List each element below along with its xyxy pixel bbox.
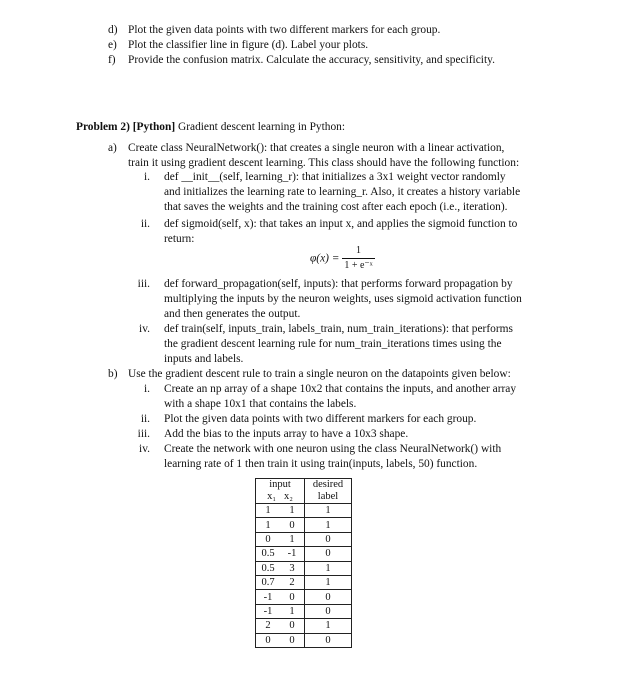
cell-x1: 0.5 xyxy=(256,547,281,561)
list-marker-d: d) xyxy=(108,24,118,36)
cell-label: 1 xyxy=(305,575,352,589)
cell-x2: 1 xyxy=(280,504,305,518)
part-a-item-iv-line3: inputs and labels. xyxy=(164,353,244,365)
table-header-label xyxy=(305,479,352,504)
cell-label: 1 xyxy=(305,518,352,532)
cell-x2: 0 xyxy=(280,518,305,532)
part-a-marker: a) xyxy=(108,142,117,154)
part-a-item-ii-line1: def sigmoid(self, x): that takes an input x, and applies the sigmoid function to xyxy=(164,218,518,230)
part-a-item-ii-line2: return: xyxy=(164,233,195,245)
cell-x1: 1 xyxy=(256,518,281,532)
header-x1: x₁ xyxy=(267,491,277,502)
problem-heading-rest: Gradient descent learning in Python: xyxy=(178,121,346,133)
cell-label: 0 xyxy=(305,590,352,604)
list-item-f: Provide the confusion matrix. Calculate the accuracy, sensitivity, and specificity. xyxy=(128,54,495,66)
cell-label: 1 xyxy=(305,619,352,633)
cell-x1: 0 xyxy=(256,532,281,546)
part-b-item-ii-line1: Plot the given data points with two different markers for each group. xyxy=(164,413,477,425)
cell-x2: 2 xyxy=(280,575,305,589)
cell-x1: 1 xyxy=(256,504,281,518)
part-b-item-iv-line1: Create the network with one neuron using the class NeuralNetwork() with xyxy=(164,443,502,455)
cell-label: 0 xyxy=(305,547,352,561)
cell-x2: 3 xyxy=(280,561,305,575)
cell-x1: 0 xyxy=(256,633,281,647)
table-row xyxy=(256,590,352,604)
part-b-item-i-line2: with a shape 10x1 that contains the labels. xyxy=(164,398,357,410)
cell-label: 0 xyxy=(305,633,352,647)
formula-denominator: 1 + e⁻ˣ xyxy=(344,260,373,271)
part-b-item-iv-line2: learning rate of 1 then train it using train(inputs, labels, 50) function. xyxy=(164,458,478,470)
part-a-item-i-line2: and initializes the learning rate to learning_r. Also, it creates a history variable xyxy=(164,186,521,198)
header-x-labels xyxy=(259,491,301,503)
cell-label: 0 xyxy=(305,532,352,546)
part-b-item-iv-marker: iv. xyxy=(139,443,150,455)
cell-x1: 0.7 xyxy=(256,575,281,589)
part-b-item-iii-marker: iii. xyxy=(137,428,150,440)
cell-x1: 2 xyxy=(256,619,281,633)
part-a-item-iii-line3: and then generates the output. xyxy=(164,308,301,320)
header-input-label: input xyxy=(269,479,291,490)
part-a-item-iv-line1: def train(self, inputs_train, labels_train, num_train_iterations): that performs xyxy=(164,323,513,335)
part-a-item-ii-marker: ii. xyxy=(140,218,150,230)
table-row xyxy=(256,547,352,561)
part-a-item-i-line1: def __init__(self, learning_r): that initializes a 3x1 weight vector randomly xyxy=(164,171,506,183)
part-a-item-iii-marker: iii. xyxy=(137,278,150,290)
list-item-e: Plot the classifier line in figure (d). Label your plots. xyxy=(128,39,369,51)
part-b-item-i-marker: i. xyxy=(143,383,150,395)
part-b-item-i-line1: Create an np array of a shape 10x2 that contains the inputs, and another array xyxy=(164,383,517,395)
list-item-d: Plot the given data points with two different markers for each group. xyxy=(128,24,441,36)
table-row xyxy=(256,619,352,633)
cell-x2: -1 xyxy=(280,547,305,561)
formula-numerator: 1 xyxy=(342,244,374,259)
part-b-marker: b) xyxy=(108,368,118,380)
table-header-row xyxy=(256,479,352,504)
sigmoid-formula xyxy=(310,244,375,273)
cell-x2: 1 xyxy=(280,604,305,618)
cell-label: 0 xyxy=(305,604,352,618)
formula-lhs: φ(x) = xyxy=(310,252,340,265)
problem-heading-bold: Problem 2) [Python] xyxy=(76,121,176,133)
table-row xyxy=(256,518,352,532)
table-row xyxy=(256,633,352,647)
table-row xyxy=(256,532,352,546)
part-a-line2: train it using gradient descent learning. This class should have the following function: xyxy=(128,157,520,169)
list-marker-e: e) xyxy=(108,39,117,51)
table-row xyxy=(256,561,352,575)
part-b-line1: Use the gradient descent rule to train a single neuron on the datapoints given below: xyxy=(128,368,511,380)
cell-label: 1 xyxy=(305,504,352,518)
table-row xyxy=(256,575,352,589)
problem-heading xyxy=(76,120,345,134)
part-a-item-iv-marker: iv. xyxy=(139,323,150,335)
part-a-item-i-marker: i. xyxy=(143,171,150,183)
header-x2: x₂ xyxy=(283,491,293,502)
formula-fraction xyxy=(342,244,374,273)
part-a-item-i-line3: that saves the weights and the training cost after each epoch (i.e., iteration). xyxy=(164,201,508,213)
cell-x1: 0.5 xyxy=(256,561,281,575)
part-b-item-ii-marker: ii. xyxy=(140,413,150,425)
part-a-line1: Create class NeuralNetwork(): that creates a single neuron with a linear activation, xyxy=(128,142,505,154)
table-header-input xyxy=(256,479,305,504)
cell-label: 1 xyxy=(305,561,352,575)
cell-x2: 1 xyxy=(280,532,305,546)
cell-x2: 0 xyxy=(280,590,305,604)
header-label-line1: desired xyxy=(312,479,344,490)
data-table xyxy=(255,478,352,648)
table-row xyxy=(256,604,352,618)
cell-x1: -1 xyxy=(256,590,281,604)
cell-x1: -1 xyxy=(256,604,281,618)
header-label-line2: label xyxy=(317,491,339,502)
part-a-item-iii-line1: def forward_propagation(self, inputs): that performs forward propagation by xyxy=(164,278,513,290)
cell-x2: 0 xyxy=(280,619,305,633)
table-row xyxy=(256,504,352,518)
part-a-item-iii-line2: multiplying the inputs by the neuron weights, uses sigmoid activation function xyxy=(164,293,522,305)
part-b-item-iii-line1: Add the bias to the inputs array to have a 10x3 shape. xyxy=(164,428,409,440)
list-marker-f: f) xyxy=(108,54,116,66)
cell-x2: 0 xyxy=(280,633,305,647)
part-a-item-iv-line2: the gradient descent learning rule for num_train_iterations times using the xyxy=(164,338,502,350)
